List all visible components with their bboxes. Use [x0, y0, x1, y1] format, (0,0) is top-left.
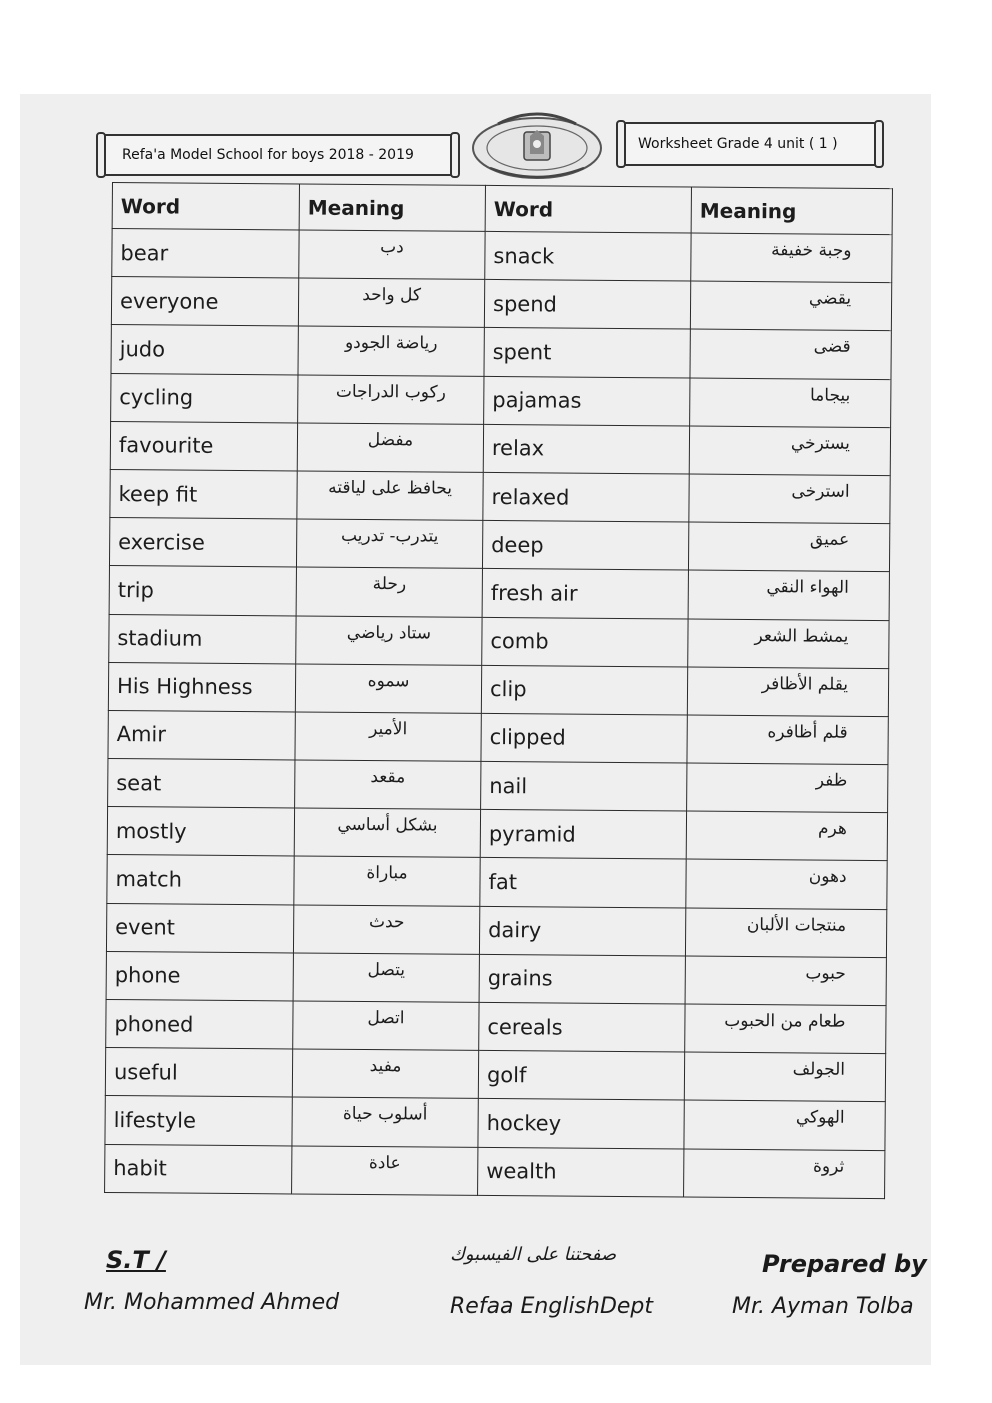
word-cell: wealth [478, 1147, 684, 1197]
word-cell: pajamas [484, 376, 690, 426]
table-row [108, 710, 888, 764]
word-cell: fat [480, 858, 686, 908]
meaning-cell: حبوب [685, 956, 886, 1006]
word-cell: match [107, 855, 294, 905]
table-row [110, 469, 890, 523]
word-cell: cycling [111, 373, 298, 423]
word-cell: spent [484, 328, 690, 378]
word-cell: judo [111, 325, 298, 375]
meaning-cell: اتصل [293, 1001, 479, 1051]
meaning-cell: الجولف [684, 1052, 885, 1102]
school-logo [468, 106, 606, 184]
meaning-cell: يتدرب- تدريب [296, 519, 482, 569]
col-header-word-2: Word [485, 185, 691, 233]
meaning-cell: منتجات الألبان [685, 908, 886, 958]
meaning-cell: رحلة [296, 567, 482, 617]
facebook-caption-arabic: صفحتنا على الفيسبوك [450, 1244, 617, 1265]
word-cell: His Highness [108, 662, 295, 712]
worksheet-title-banner [620, 122, 880, 166]
meaning-cell: سموه [295, 664, 481, 714]
meaning-cell: أسلوب حياة [292, 1097, 478, 1147]
meaning-cell: ستاد رياضي [296, 615, 482, 665]
word-cell: keep fit [110, 469, 297, 519]
worksheet-page [20, 94, 931, 1365]
word-cell: golf [478, 1051, 684, 1101]
table-row [110, 421, 890, 475]
col-header-meaning-1: Meaning [299, 184, 485, 231]
table-header-row [112, 183, 892, 235]
prepared-by-label: Prepared by [762, 1250, 927, 1278]
word-cell: snack [485, 231, 691, 281]
table-row [109, 566, 889, 620]
meaning-cell: قضى [690, 329, 891, 379]
word-cell: relaxed [483, 472, 689, 522]
table-row [105, 1144, 885, 1198]
school-name-banner [100, 134, 456, 176]
meaning-cell: بشكل أساسي [294, 808, 480, 858]
meaning-cell: يقضي [690, 281, 891, 331]
word-cell: fresh air [482, 569, 688, 619]
word-cell: comb [482, 617, 688, 667]
meaning-cell: هرم [686, 811, 887, 861]
table-row [111, 373, 891, 427]
vocabulary-table [104, 182, 893, 1199]
table-row [112, 229, 892, 283]
meaning-cell: مباراة [294, 856, 480, 906]
meaning-cell: ظفر [687, 763, 888, 813]
table-row [105, 1048, 885, 1102]
table-row [107, 807, 887, 861]
meaning-cell: الهواء النقي [688, 570, 889, 620]
col-header-word-1: Word [112, 183, 299, 230]
word-cell: clipped [481, 713, 687, 763]
worksheet-title-text: Worksheet Grade 4 unit ( 1 ) [638, 136, 838, 152]
table-row [106, 999, 886, 1053]
table-row [105, 1096, 885, 1150]
word-cell: everyone [111, 277, 298, 327]
meaning-cell: يتصل [293, 953, 479, 1003]
meaning-cell: كل واحد [298, 278, 484, 328]
table-row [111, 325, 891, 379]
word-cell: phone [106, 951, 293, 1001]
word-cell: clip [481, 665, 687, 715]
word-cell: deep [482, 521, 688, 571]
school-name-text: Refa'a Model School for boys 2018 - 2019 [122, 147, 414, 163]
word-cell: seat [108, 759, 295, 809]
word-cell: useful [105, 1048, 292, 1098]
col-header-meaning-2: Meaning [691, 187, 892, 235]
meaning-cell: مفضل [297, 423, 483, 473]
meaning-cell: ثروة [684, 1149, 885, 1199]
meaning-cell: يسترخي [689, 426, 890, 476]
vocabulary-rows [105, 229, 893, 1199]
word-cell: trip [109, 566, 296, 616]
meaning-cell: الهوكي [684, 1100, 885, 1150]
meaning-cell: رياضة الجودو [298, 326, 484, 376]
meaning-cell: ركوب الدراجات [298, 375, 484, 425]
table-row [111, 277, 891, 331]
meaning-cell: عميق [688, 522, 889, 572]
meaning-cell: مقعد [295, 760, 481, 810]
table-row [107, 855, 887, 909]
word-cell: relax [483, 424, 689, 474]
facebook-page-name: Refaa EnglishDept [450, 1294, 654, 1319]
word-cell: stadium [109, 614, 296, 664]
meaning-cell: وجبة خفيفة [691, 233, 892, 283]
teacher-name: Mr. Mohammed Ahmed [84, 1290, 340, 1315]
meaning-cell: دب [299, 230, 485, 280]
word-cell: cereals [479, 1002, 685, 1052]
word-cell: grains [479, 954, 685, 1004]
word-cell: hockey [478, 1099, 684, 1149]
word-cell: dairy [479, 906, 685, 956]
meaning-cell: دهون [686, 859, 887, 909]
word-cell: spend [484, 280, 690, 330]
word-cell: bear [112, 229, 299, 279]
meaning-cell: بيجاما [690, 378, 891, 428]
meaning-cell: يمشط الشعر [688, 619, 889, 669]
table-row [106, 903, 886, 957]
word-cell: lifestyle [105, 1096, 292, 1146]
word-cell: pyramid [480, 810, 686, 860]
meaning-cell: الأمير [295, 712, 481, 762]
table-row [108, 662, 888, 716]
preparer-name: Mr. Ayman Tolba [732, 1294, 914, 1319]
word-cell: favourite [110, 421, 297, 471]
meaning-cell: عادة [292, 1146, 478, 1196]
meaning-cell: يقلم الأظافر [687, 667, 888, 717]
word-cell: habit [105, 1144, 292, 1194]
meaning-cell: استرخى [689, 474, 890, 524]
table-row [109, 614, 889, 668]
meaning-cell: مفيد [292, 1049, 478, 1099]
st-label: S.T / [106, 1246, 166, 1274]
table-row [109, 518, 889, 572]
word-cell: exercise [109, 518, 296, 568]
table-row [106, 951, 886, 1005]
word-cell: nail [481, 761, 687, 811]
meaning-cell: حدث [293, 905, 479, 955]
word-cell: Amir [108, 710, 295, 760]
word-cell: phoned [106, 999, 293, 1049]
meaning-cell: يحافظ على لياقته [297, 471, 483, 521]
meaning-cell: طعام من الحبوب [685, 1004, 886, 1054]
word-cell: mostly [107, 807, 294, 857]
word-cell: event [106, 903, 293, 953]
table-row [108, 759, 888, 813]
meaning-cell: قلم أظافره [687, 715, 888, 765]
